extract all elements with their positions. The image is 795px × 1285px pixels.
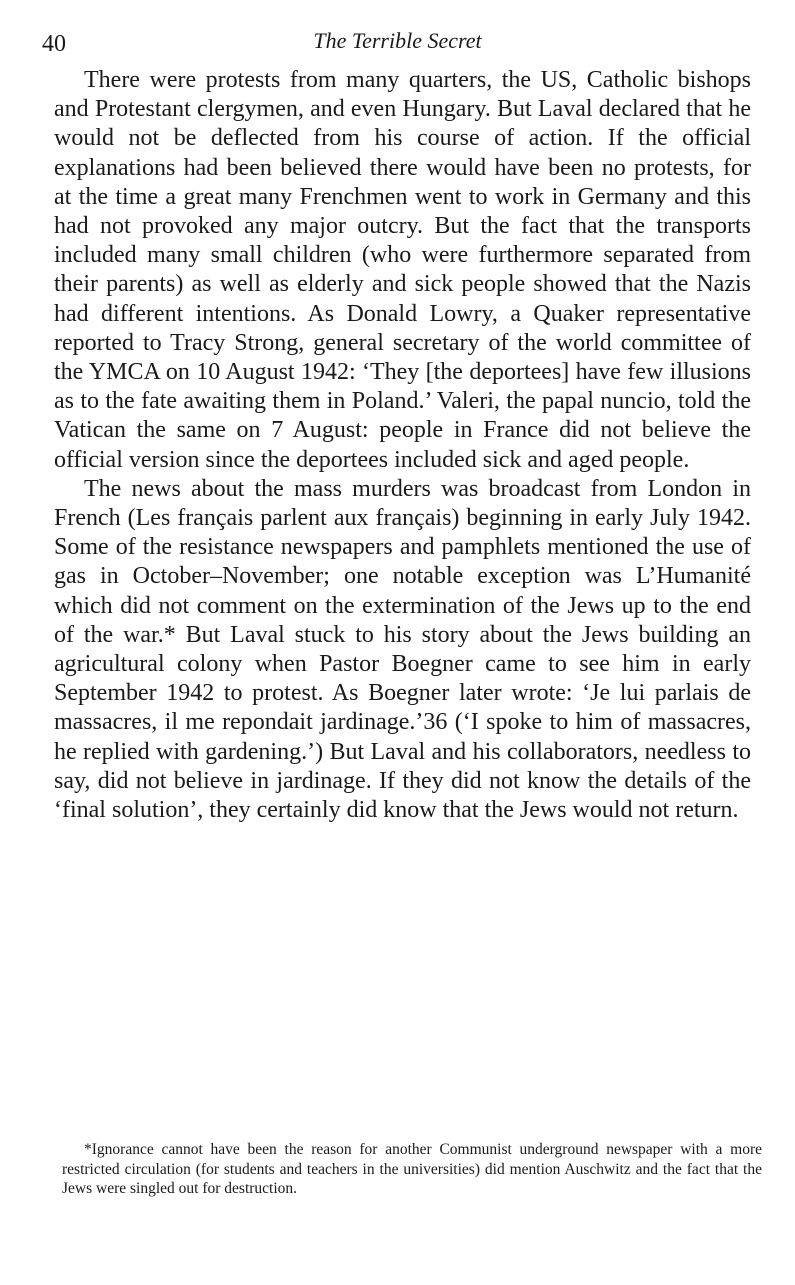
footnote bbox=[62, 1140, 762, 1199]
page-number: 40 bbox=[42, 31, 66, 57]
footnote-text: *Ignorance cannot have been the reason for another Communist underground newspaper with a more restricted circulation (for students and teachers in the universities) did mention Auschwitz and the fact that the Jews were singled out for destruction. bbox=[62, 1141, 762, 1197]
paragraph-1: There were protests from many quarters, the US, Catholic bishops and Protestant clergymen, and even Hungary. But Laval declared that he would not be deflected from his course of action. If the official explanations had been believed there would have been no protests, for at the time a great many Frenchmen went to work in Germany and this had not provoked any major outcry. But the fact that the transports included many small children (who were furthermore separated from their parents) as well as elderly and sick people showed that the Nazis had different intentions. As Donald Lowry, a Quaker representative reported to Tracy Strong, general secretary of the world committee of the YMCA on 10 August 1942: ‘They [the deportees] have few illusions as to the fate awaiting them in Poland.’ Valeri, the papal nuncio, told the Vatican the same on 7 August: people in France did not believe the official version since the deportees included sick and aged people. bbox=[54, 67, 751, 473]
running-title: The Terrible Secret bbox=[313, 28, 482, 53]
body-text bbox=[54, 66, 751, 825]
paragraph-2: The news about the mass murders was broadcast from London in French (Les français parlent aux français) beginning in early July 1942. Some of the resistance newspapers and pamphlets mentioned the use of gas in October–November; one notable exception was L’Humanité which did not comment on the extermination of the Jews up to the end of the war.* But Laval stuck to his story about the Jews building an agricultural colony when Pastor Boegner came to see him in early September 1942 to protest. As Boegner later wrote: ‘Je lui parlais de massacres, il me repondait jardinage.’36 (‘I spoke to him of massacres, he replied with gardening.’) But Laval and his collaborators, needless to say, did not believe in jardinage. If they did not know the details of the ‘final solution’, they certainly did know that the Jews would not return. bbox=[54, 475, 751, 824]
